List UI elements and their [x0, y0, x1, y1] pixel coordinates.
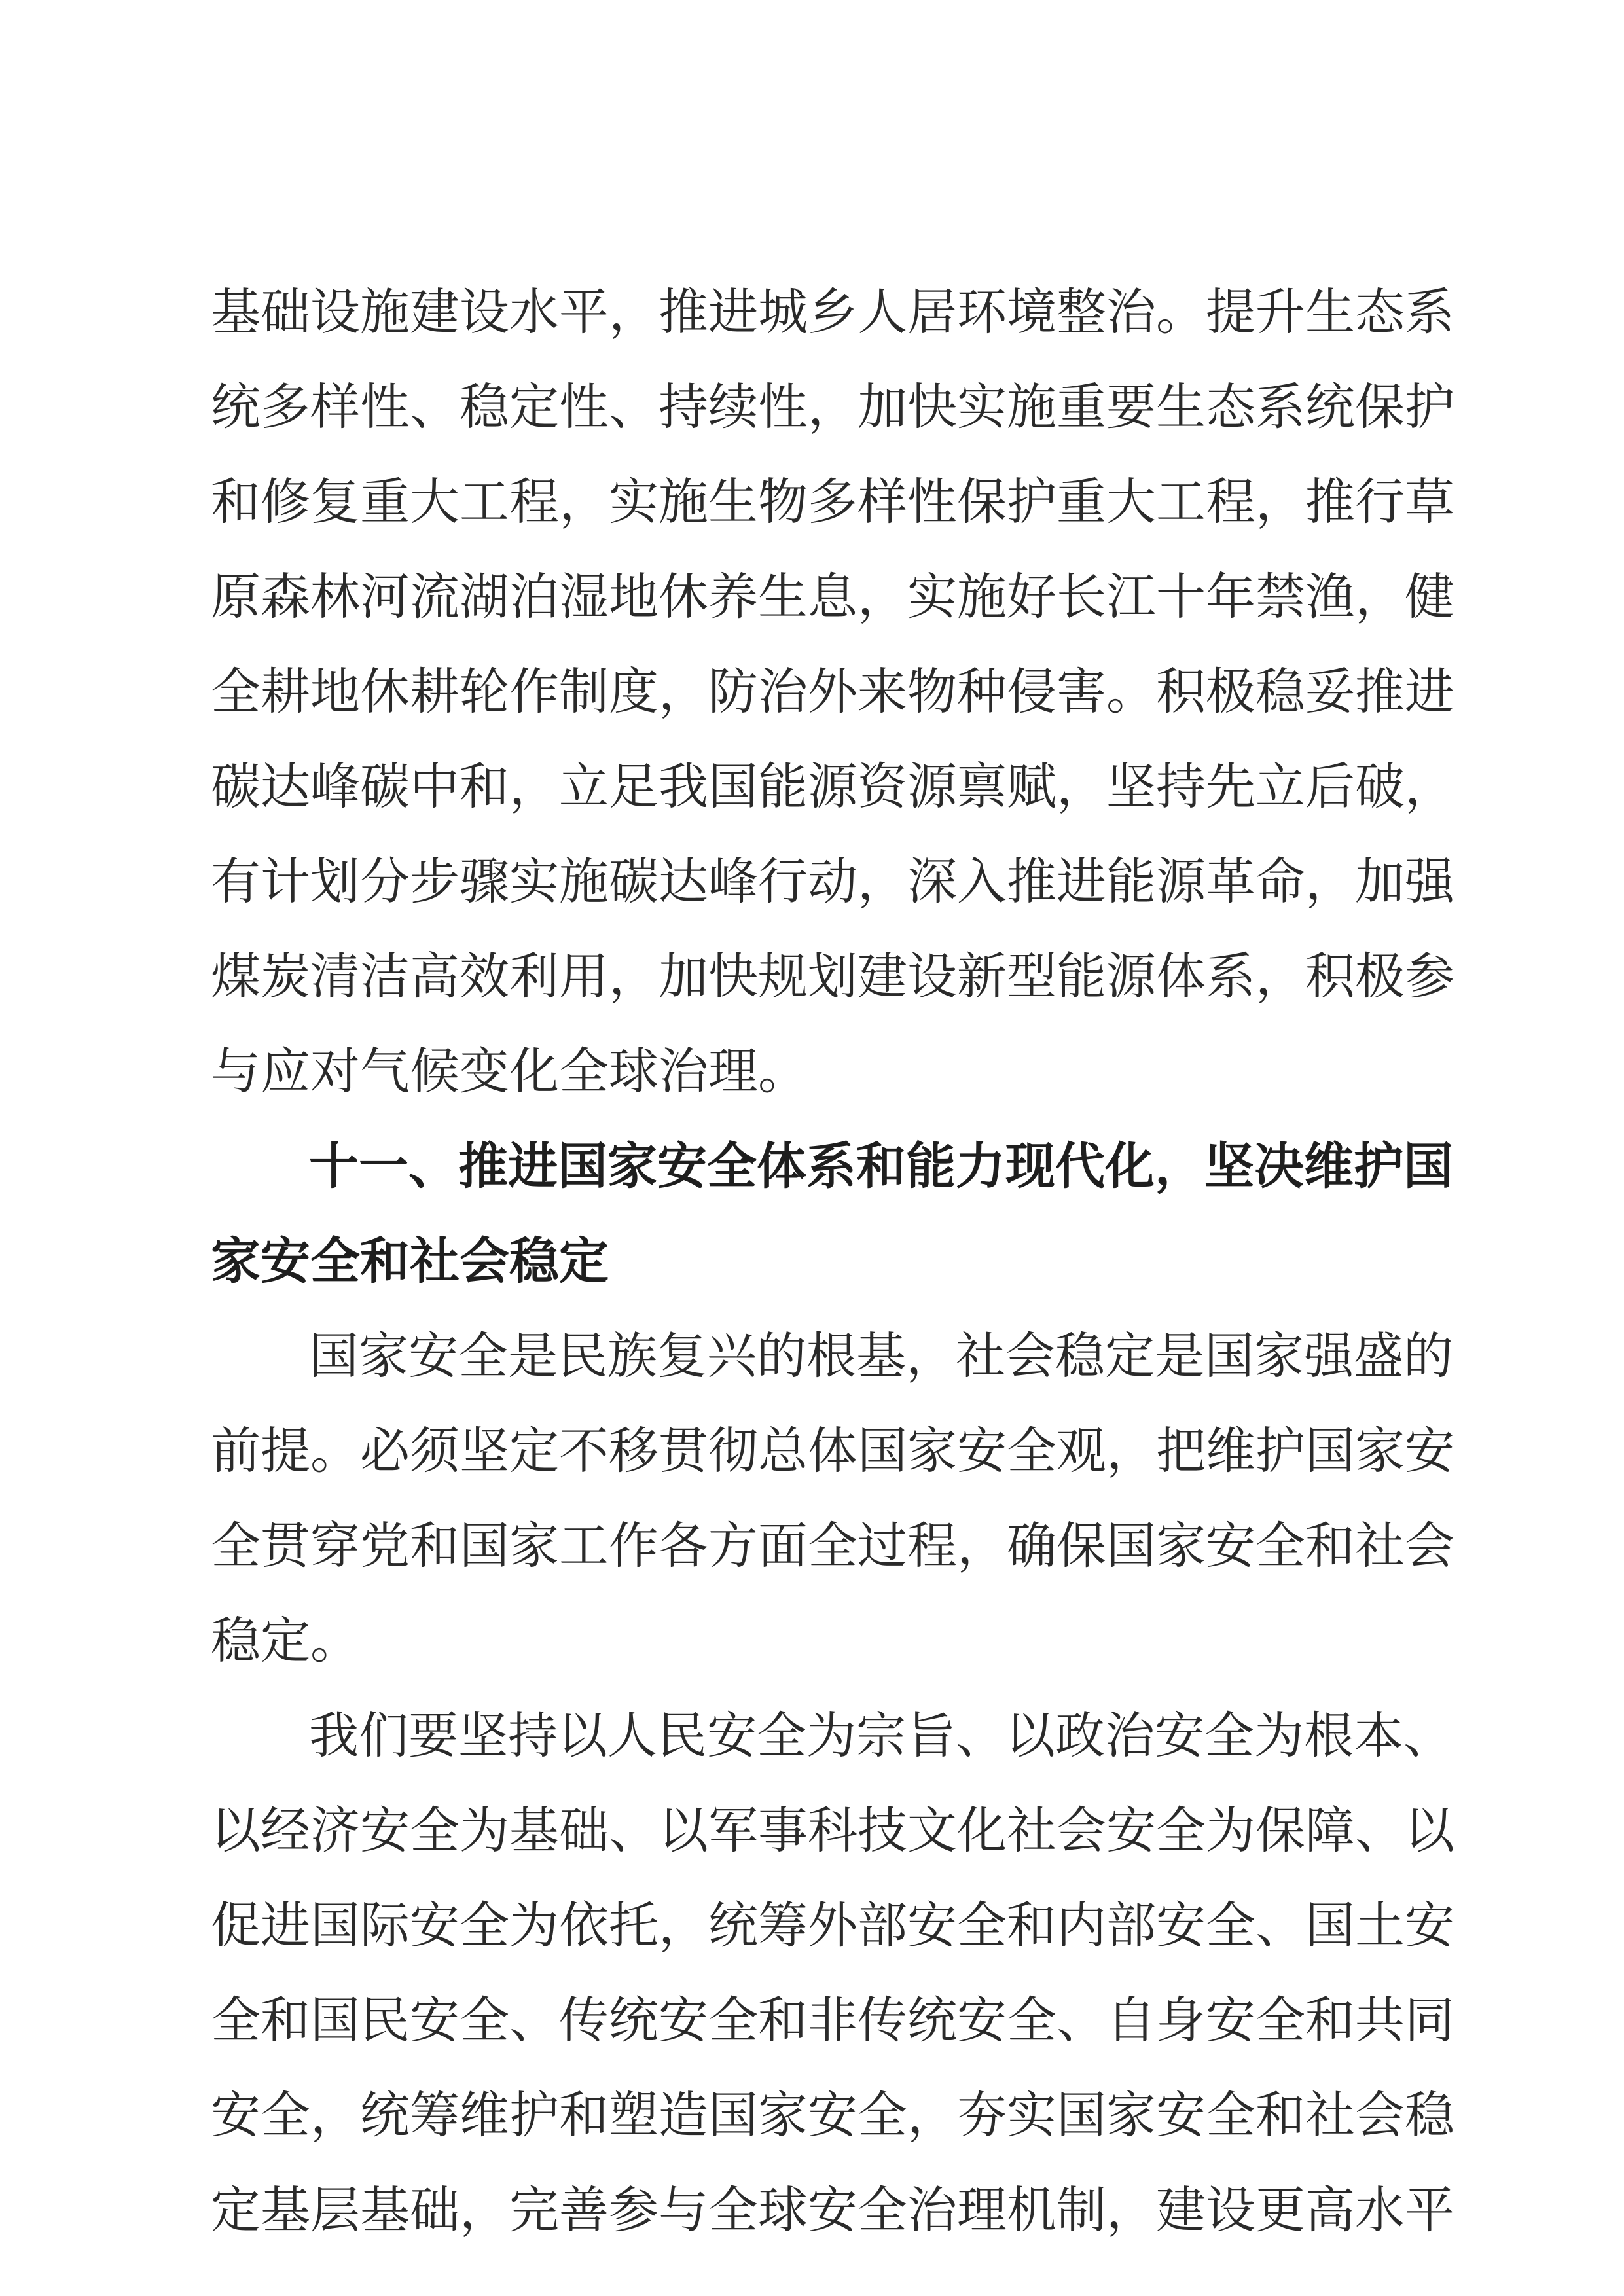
paragraph-national-security-intro	[211, 1308, 1454, 1688]
text-line: 基础设施建设水平，推进城乡人居环境整治。提升生态系	[211, 283, 1454, 341]
text-line: 和修复重大工程，实施生物多样性保护重大工程，推行草	[211, 473, 1454, 531]
document-body	[211, 264, 1454, 2257]
section-heading	[211, 1119, 1453, 1308]
text-line: 碳达峰碳中和，立足我国能源资源禀赋，坚持先立后破，	[211, 757, 1454, 816]
text-line: 国家安全是民族复兴的根基，社会稳定是国家强盛的	[309, 1327, 1453, 1385]
text-line: 全耕地休耕轮作制度，防治外来物种侵害。积极稳妥推进	[211, 662, 1454, 721]
paragraph-ecology	[211, 264, 1454, 1119]
text-line: 稳定。	[211, 1611, 360, 1670]
text-line: 前提。必须坚定不移贯彻总体国家安全观，把维护国家安	[211, 1422, 1454, 1480]
text-line: 以经济安全为基础、以军事科技文化社会安全为保障、以	[211, 1801, 1454, 1859]
text-line: 定基层基础，完善参与全球安全治理机制，建设更高水平	[211, 2181, 1454, 2239]
text-line: 全贯穿党和国家工作各方面全过程，确保国家安全和社会	[211, 1516, 1454, 1575]
text-line: 煤炭清洁高效利用，加快规划建设新型能源体系，积极参	[211, 947, 1454, 1005]
text-line: 我们要坚持以人民安全为宗旨、以政治安全为根本、	[309, 1706, 1453, 1765]
text-line: 安全，统筹维护和塑造国家安全，夯实国家安全和社会稳	[211, 2086, 1454, 2144]
text-line: 有计划分步骤实施碳达峰行动，深入推进能源革命，加强	[211, 852, 1454, 910]
text-line: 促进国际安全为依托，统筹外部安全和内部安全、国土安	[211, 1896, 1454, 1954]
text-line: 全和国民安全、传统安全和非传统安全、自身安全和共同	[211, 1991, 1454, 2049]
heading-line: 家安全和社会稳定	[211, 1232, 609, 1290]
heading-line: 十一、推进国家安全体系和能力现代化，坚决维护国	[309, 1137, 1453, 1195]
text-line: 与应对气候变化全球治理。	[211, 1042, 808, 1100]
paragraph-national-security-detail	[211, 1688, 1454, 2257]
text-line: 原森林河流湖泊湿地休养生息，实施好长江十年禁渔，健	[211, 567, 1454, 626]
text-line: 统多样性、稳定性、持续性，加快实施重要生态系统保护	[211, 378, 1454, 436]
